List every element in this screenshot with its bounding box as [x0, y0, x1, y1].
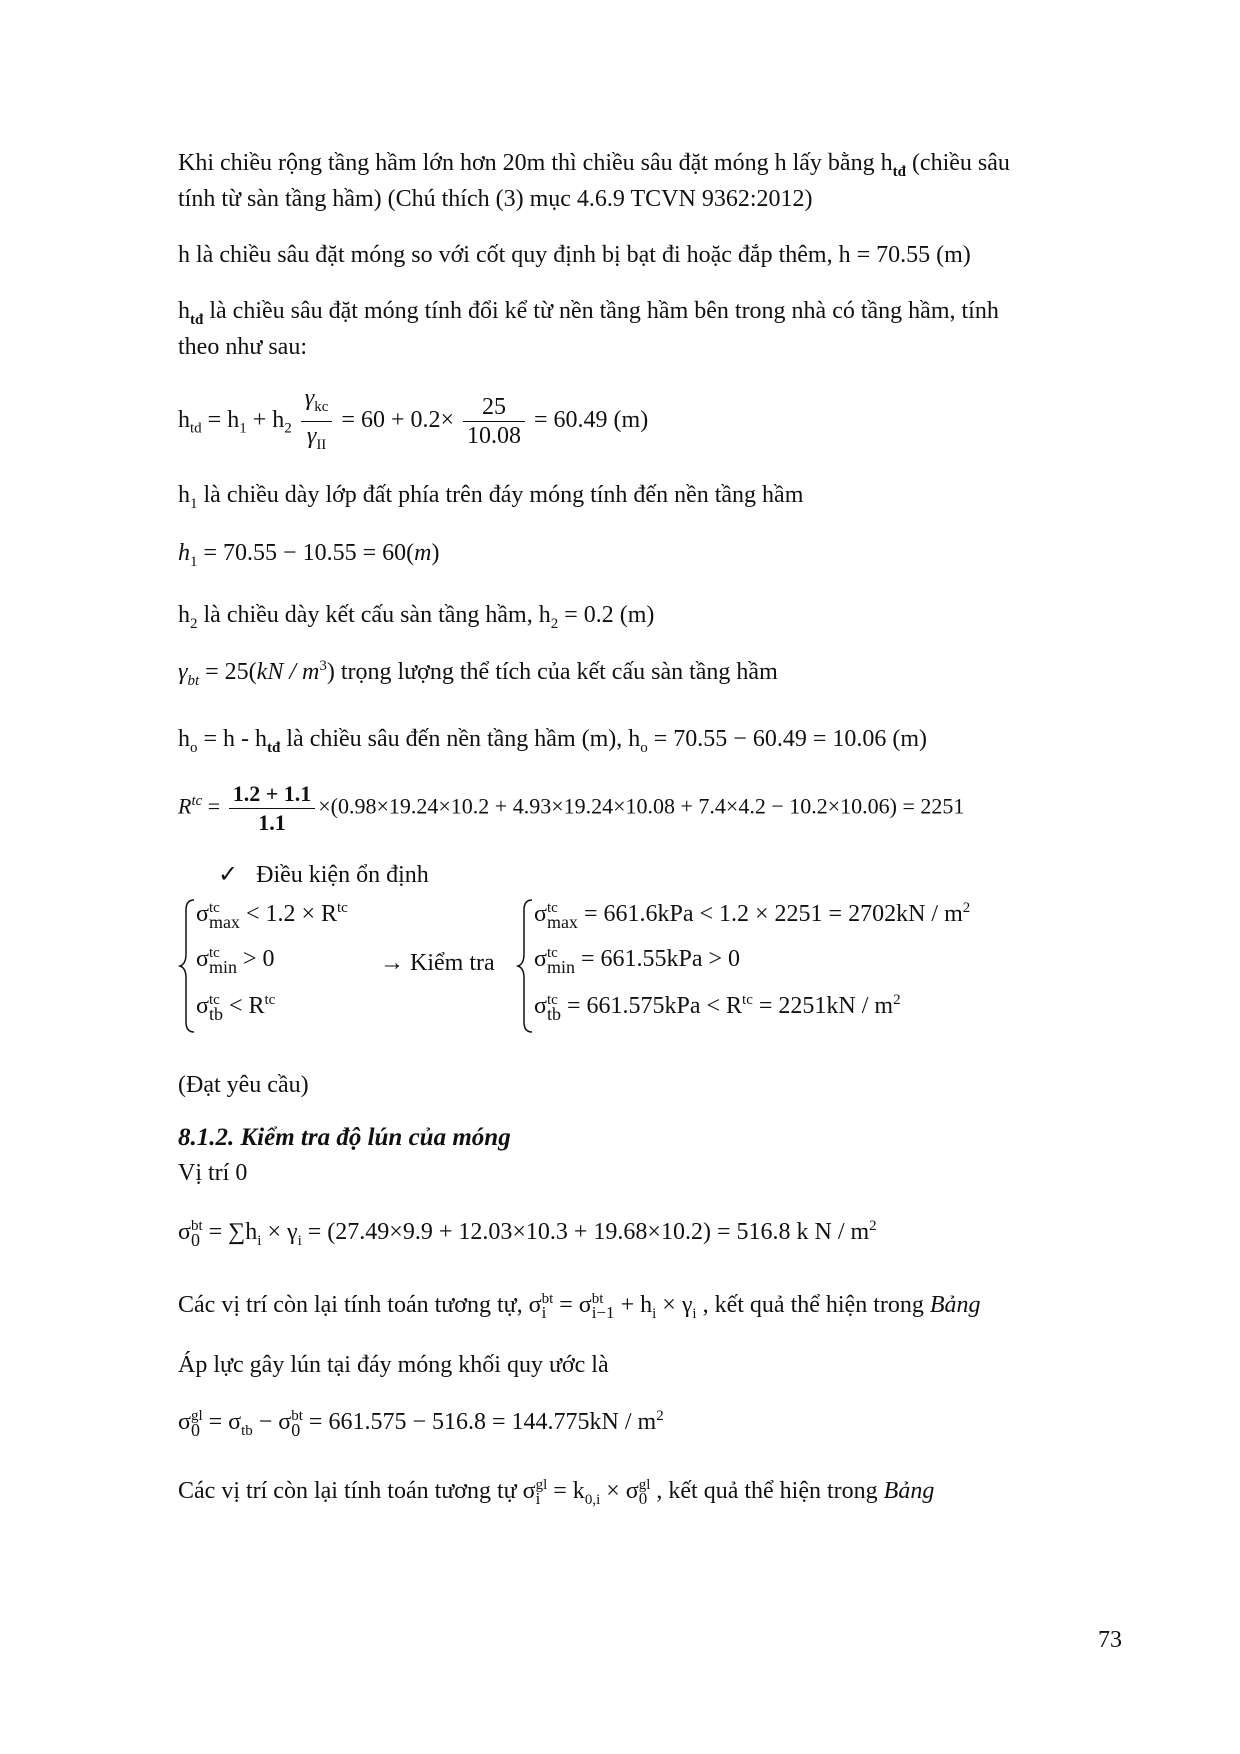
paragraph-note-reference: tính từ sàn tầng hầm) (Chú thích (3) mục 4.6.9 TCVN 9362:2012) [178, 186, 813, 212]
paragraph-pressure-intro: Áp lực gây lún tại đáy móng khối quy ước là [178, 1352, 609, 1378]
paragraph-htd-definition: $h_{tđ}$ là chiều sâu đặt móng tính đổi kể từ nền tầng hầm bên trong nhà có tầng hầm, tính [178, 298, 999, 328]
paragraph-as-follows: theo như sau: [178, 334, 307, 360]
fraction-gamma: $\frac{\gamma_{kc}}{\gamma_{II}}$ [301, 384, 333, 459]
paragraph-remaining-gl: Các vị trí còn lại tính toán tương tự σ gl i = $k_{0,i} \times \sigma$ gl 0 , kết quả thể hiện trong Bảng [178, 1477, 935, 1509]
paragraph-basement-width: Khi chiều rộng tầng hầm lớn hơn 20m thì chiều sâu đặt móng h lấy bằng $h_{tđ}$ (chiều sâu [178, 150, 1010, 180]
position-zero-label: Vị trí 0 [178, 1160, 248, 1186]
fraction-25-over-10.08: $\frac{25}{10.08}$ [463, 393, 525, 450]
equation-h1: $h_1 = 70.55 - 10.55 = 60(m)$ [178, 540, 440, 570]
arrow-check-label: → Kiểm tra [380, 950, 495, 976]
fraction-rtc: $\frac{1.2 + 1.1}{1.1}$ [229, 780, 316, 837]
page-number: 73 [1098, 1627, 1122, 1653]
condition-right-max: σ tc max = $661.6kPa < 1.2 \times 2251 = 2702kN / m^2$ [534, 900, 971, 933]
equation-htd: $h_{td} = h_1 + h_2$ $\frac{\gamma_{kc}}{\gamma_{II}}$ = 60 + 0.2× $\frac{25}{10.08}$ = 60.49 (m) [178, 384, 648, 459]
condition-right-min: σ tc min = 661.55kPa > 0 [534, 945, 741, 978]
check-mark-icon: ✓ [218, 862, 239, 888]
section-heading: 8.1.2. Kiểm tra độ lún của móng [178, 1124, 511, 1151]
left-brace-icon [178, 896, 198, 1036]
condition-right-tb: σ tc tb = $661.575kPa < R^{tc} = 2251kN / m^2$ [534, 992, 901, 1025]
paragraph-remaining-bt: Các vị trí còn lại tính toán tương tự, σ bt i = σ bt i−1 + $h_i \times \gamma_i$ , kết quả thể hiện trong Bảng [178, 1291, 981, 1323]
equation-gamma-bt: $\gamma_{bt} = 25(kN / m^3)$ trọng lượng thể tích của kết cấu sàn tầng hầm [178, 658, 778, 689]
condition-left-tb: σ tc tb < $R^{tc}$ [196, 992, 276, 1025]
paragraph-h1-definition: $h_1$ là chiều dày lớp đất phía trên đáy móng tính đến nền tầng hầm [178, 482, 804, 512]
right-system-brace-icon [516, 896, 536, 1036]
equation-sigma-bt-0: σ bt 0 = $\sum h_i \times \gamma_i = (27.49\times 9.9 + 12.03\times 10.3 + 19.68\times 10.2) = 516.8$ k N / $m^2$ [178, 1218, 877, 1251]
condition-left-max: σ tc max < $1.2 \times R^{tc}$ [196, 900, 348, 933]
paragraph-ho-definition: $h_o = h - h_{tđ}$ là chiều sâu đến nền tầng hầm (m), $h_o = 70.55 - 60.49 = 10.06$ (m) [178, 726, 928, 756]
condition-system-right [516, 896, 1036, 1036]
equation-rtc: $R^{tc}$ = $\frac{1.2 + 1.1}{1.1}$ ×(0.98×19.24×10.2 + 4.93×19.24×10.08 + 7.4×4.2 − 10.2×10.06) = 2251 [178, 781, 965, 835]
equation-sigma-gl-0: σ gl 0 = $\sigma_{tb} - \sigma$ bt 0 = $661.575 - 516.8 = 144.775kN / m^2$ [178, 1408, 664, 1441]
result-text: (Đạt yêu cầu) [178, 1072, 309, 1098]
condition-left-min: σ tc min > 0 [196, 945, 275, 978]
stability-condition-title: ✓ Điều kiện ổn định [218, 862, 429, 888]
paragraph-h2-definition: $h_2$ là chiều dày kết cấu sàn tầng hầm, $h_2 = 0.2$ (m) [178, 602, 655, 632]
paragraph-h-definition: h là chiều sâu đặt móng so với cốt quy định bị bạt đi hoặc đắp thêm, h = 70.55 (m) [178, 242, 971, 268]
